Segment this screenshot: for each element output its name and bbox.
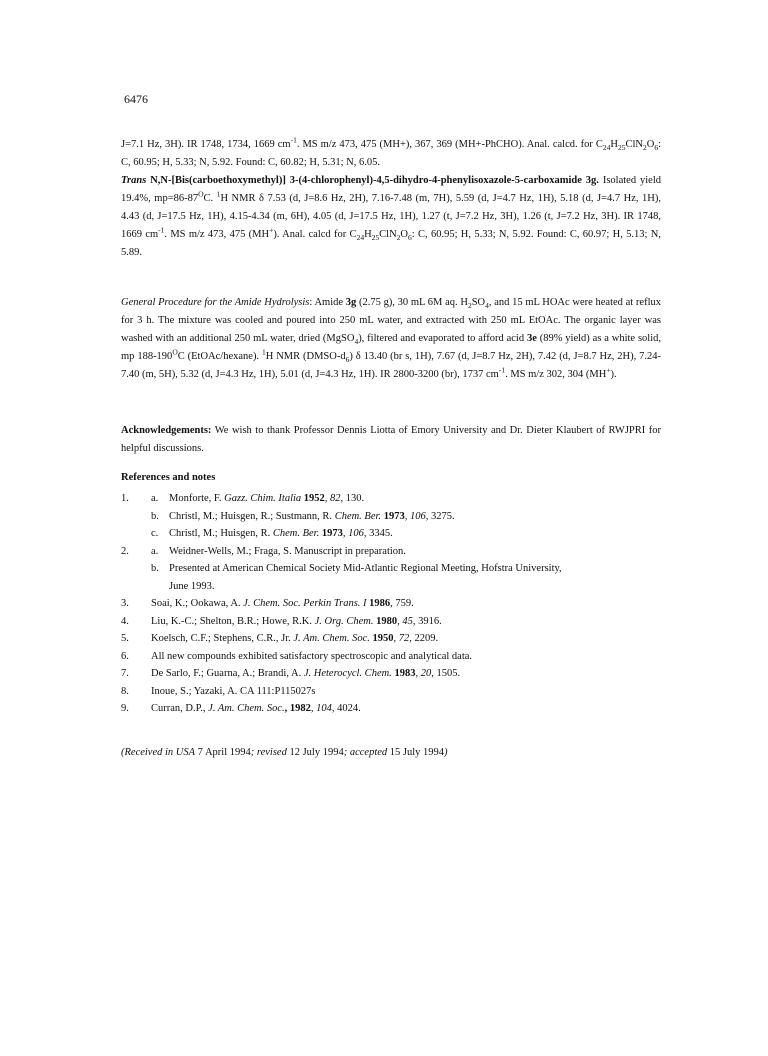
experimental-continuation [121, 136, 661, 262]
reference-item [121, 560, 681, 578]
text: (89% yield) as a white solid, mp 188-190 [121, 333, 661, 362]
superscript: O [172, 347, 178, 357]
text: : C, 60.95; H, 5.33; N, 5.92. Found: C, 60.97; H, 5.13; N, 5.89. [121, 229, 661, 258]
ref-text: Inoue, S.; Yazaki, A. CA 111:P115027s [151, 685, 316, 697]
reference-item [121, 613, 681, 631]
ref-text: Koelsch, C.F.; Stephens, C.R., Jr. J. Am. Chem. Soc. 1950, 72, 2209. [151, 633, 439, 644]
subscript: 24 [356, 233, 365, 243]
subscript: 6 [345, 355, 350, 365]
reference-list [121, 490, 681, 718]
ref-number: 8. [121, 685, 129, 697]
subscript: 25 [617, 143, 626, 153]
subscript: 6 [654, 143, 659, 153]
text: ) δ 13.40 (br s, 1H), 7.67 (d, J=8.7 Hz, 2H), 7.42 (d, J=8.7 Hz, 2H), 7.24-7.40 (m, 5H), 5.32 (d, J=4.3 Hz, 1H), 5.01 (d, J=4.3 Hz, 1H). IR 2800-3200 (br), 1737 cm [121, 351, 661, 380]
text: O [400, 229, 409, 240]
text: ClN [625, 139, 643, 150]
ref-text: Presented at American Chemical Society Mid-Atlantic Regional Meeting, Hofstra University, [169, 563, 562, 574]
subscript: 2 [396, 233, 401, 243]
text: , and 15 mL HOAc were heated at reflux for 3 h. The mixture was cooled and poured into 250 mL water, and extracted with 250 mL EtOAc. The organic layer was washed with an additional 250 mL water, dried (MgSO [121, 297, 661, 344]
superscript: 1 [216, 189, 221, 199]
text: (2.75 g), 30 mL 6M aq. H [356, 297, 468, 308]
superscript: 1 [261, 347, 266, 357]
text: J=7.1 Hz, 3H). IR 1748, 1734, 1669 cm [121, 139, 291, 150]
ref-number: 2. [121, 545, 129, 557]
general-procedure [121, 294, 661, 384]
ref-number: 5. [121, 633, 129, 644]
acknowledgements [121, 422, 661, 458]
text: : Amide [309, 297, 346, 308]
received-dates: (Received in USA 7 April 1994; revised 12 July 1994; accepted 15 July 1994) [121, 747, 448, 758]
subscript: 4 [485, 301, 489, 311]
ref-text: Curran, D.P., J. Am. Chem. Soc., 1982, 104, 4024. [151, 703, 361, 714]
reference-item [121, 595, 681, 613]
ref-text: Liu, K.-C.; Shelton, B.R.; Howe, R.K. J. Org. Chem. 1980, 45, 3916. [151, 615, 442, 627]
ref-number: 1. [121, 493, 129, 504]
compound-prefix: Trans [121, 175, 147, 186]
ref-text: De Sarlo, F.; Guarna, A.; Brandi, A. J. Heterocycl. Chem. 1983, 20, 1505. [151, 668, 461, 679]
text: ). [610, 369, 617, 380]
reference-item [121, 630, 681, 648]
ref-sub-label: b. [151, 563, 159, 574]
acknowledgements-text: We wish to thank Professor Dennis Liotta of Emory University and Dr. Dieter Klaubert of RWJPRI for helpful discussions. [121, 425, 661, 454]
superscript: + [606, 365, 611, 375]
compound-ref: 3g [345, 297, 357, 308]
reference-item [121, 665, 681, 683]
text: H [364, 229, 372, 240]
subscript: 25 [371, 233, 380, 243]
ref-text: Weidner-Wells, M.; Fraga, S. Manuscript in preparation. [169, 545, 406, 557]
ref-text: Soai, K.; Ookawa, A. J. Chem. Soc. Perkin Trans. I 1986, 759. [151, 598, 414, 609]
text: SO [471, 297, 486, 308]
acknowledgements-heading: Acknowledgements: [121, 425, 212, 436]
text: Isolated yield 19.4%, mp=86-87 [121, 175, 661, 204]
ref-number: 9. [121, 703, 129, 714]
subscript: 2 [642, 143, 647, 153]
subscript: 6 [408, 233, 412, 243]
text: calcd. for C [552, 139, 603, 150]
ref-sub-label: a. [151, 493, 159, 504]
ref-sub-label: c. [151, 528, 159, 539]
ref-number: 7. [121, 668, 129, 679]
ref-text: Christl, M.; Huisgen, R. Chem. Ber. 1973, 106, 3345. [169, 528, 393, 539]
text: O [646, 139, 655, 150]
reference-item [121, 543, 681, 561]
text: ), filtered and evaporated to afford acid [358, 333, 527, 344]
page-number: 6476 [124, 92, 148, 106]
procedure-heading: General Procedure for the Amide Hydrolysis [121, 297, 310, 308]
text: C (EtOAc/hexane). [177, 351, 262, 362]
text: ). Anal. calcd for C [273, 229, 357, 240]
reference-item [121, 508, 681, 526]
text: . MS m/z 473, 475 (MH+), 367, 369 (MH+-PhCHO). Anal. [296, 139, 550, 150]
reference-item [121, 648, 681, 666]
text: . MS m/z 473, 475 (MH [164, 229, 270, 240]
subscript: 4 [354, 337, 359, 347]
ref-number: 4. [121, 615, 129, 627]
subscript: 24 [602, 143, 611, 153]
ref-number: 3. [121, 598, 129, 609]
subscript: 2 [467, 301, 472, 311]
reference-item [121, 700, 681, 718]
references-heading: References and notes [121, 472, 216, 483]
text: H [610, 139, 618, 150]
reference-item [121, 490, 681, 508]
text: : C, 60.95; H, 5.33; N, 5.92. Found: C, 60.82; H, 5.31; N, 6.05. [121, 139, 661, 168]
superscript: O [198, 189, 204, 199]
ref-text-continued: June 1993. [169, 580, 215, 592]
reference-item [121, 525, 681, 543]
superscript: -1 [158, 225, 165, 235]
compound-ref: 3e [526, 333, 537, 344]
ref-sub-label: a. [151, 545, 159, 557]
text: . MS m/z 302, 304 (MH [505, 369, 607, 380]
ref-text: Monforte, F. Gazz. Chim. Italia 1952, 82, 130. [169, 493, 365, 504]
ref-text: All new compounds exhibited satisfactory spectroscopic and analytical data. [151, 650, 473, 662]
reference-item [121, 683, 681, 701]
ref-sub-label: b. [151, 510, 159, 522]
ref-text: Christl, M.; Huisgen, R.; Sustmann, R. Chem. Ber. 1973, 106, 3275. [169, 510, 455, 522]
text: ClN [379, 229, 397, 240]
text: C. [203, 193, 217, 204]
compound-title: N,N-[Bis(carboethoxymethyl)] 3-(4-chlorophenyl)-4,5-dihydro-4-phenylisoxazole-5-carboxamide 3g. [146, 175, 599, 186]
ref-number: 6. [121, 650, 129, 662]
superscript: -1 [290, 135, 297, 145]
superscript: -1 [498, 365, 506, 375]
text: H NMR δ 7.53 (d, J=8.6 Hz, 2H), 7.16-7.48 (m, 7H), 5.59 (d, J=4.7 Hz, 1H), 5.18 (d, J=4.7 Hz, 1H), 4.43 (d, J=17.5 Hz, 1H), 4.15-4.34 (m, 6H), 4.05 (d, J=17.5 Hz, 1H), 1.27 (t, J=7.2 Hz, 3H), 1.26 (t, J=7.2 Hz, 3H). IR 1748, 1669 cm [121, 193, 661, 240]
superscript: + [269, 225, 274, 235]
text: H NMR (DMSO-d [265, 351, 346, 362]
